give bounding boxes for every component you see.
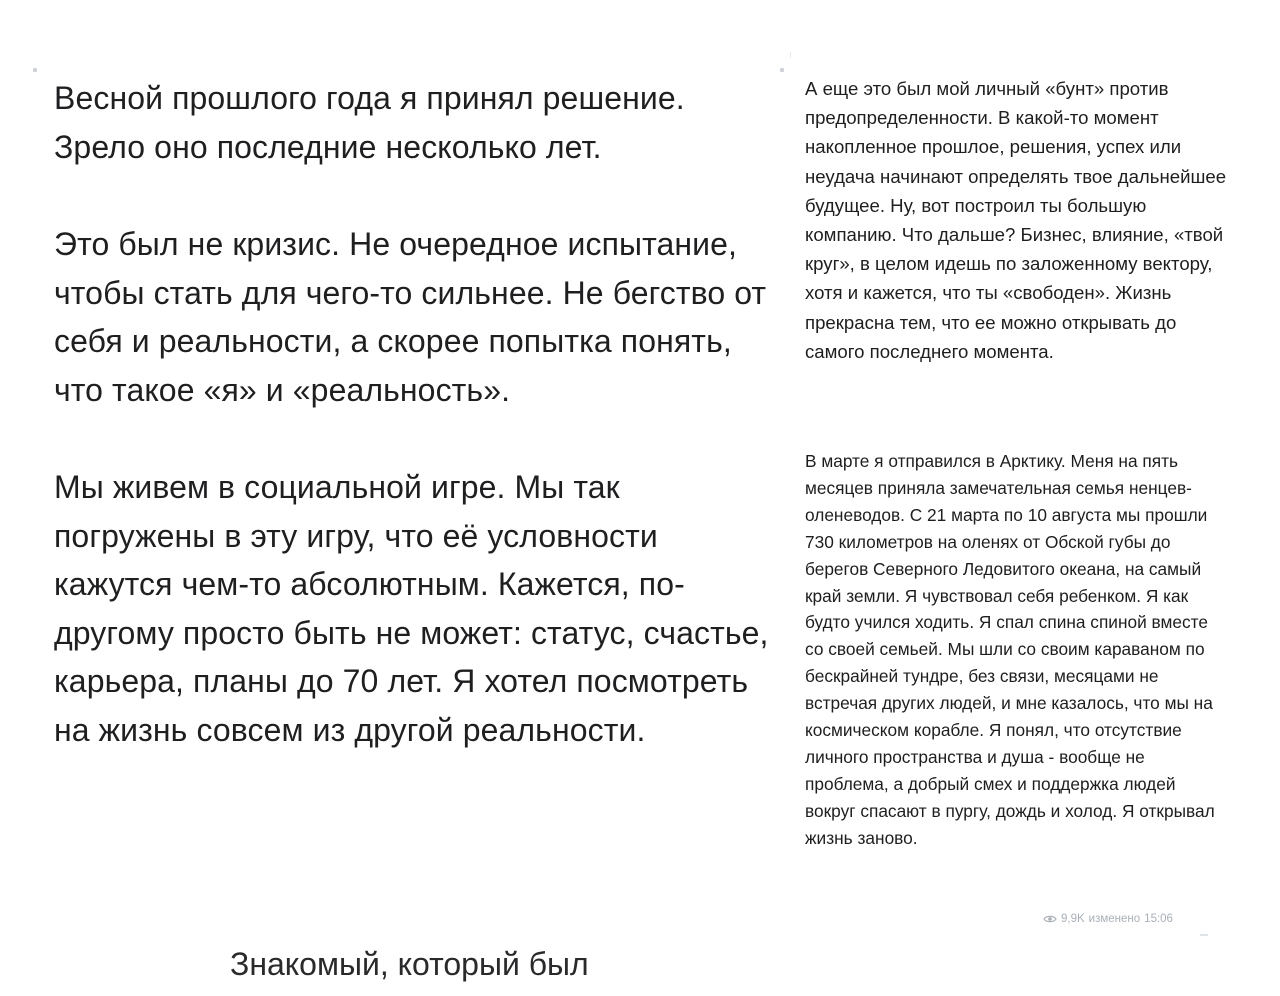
- left-paragraph-1: Весной прошлого года я принял решение. Зрело оно последние несколько лет.: [54, 80, 685, 165]
- panel-bottom-tick: [1200, 934, 1208, 936]
- cut-off-text: Знакомый, который был: [230, 946, 589, 982]
- view-count: 9,9K: [1061, 913, 1085, 925]
- post-meta: [1043, 913, 1173, 925]
- message-post: [790, 58, 1230, 938]
- post-time: 15:06: [1144, 913, 1173, 925]
- post-paragraph-1: А еще это был мой личный «бунт» против предопределенности. В какой-то момент накопленное прошлое, решения, успех или неудача начинают определять твое дальнейшее будущее. Ну, вот построил ты большую компанию. Что дальше? Бизнес, влияние, «твой круг», в целом идешь по заложенному вектору, хотя и кажется, что ты «свободен». Жизнь прекрасна тем, что ее можно открывать до самого последнего момента.: [805, 78, 1227, 362]
- post-paragraph-2: В марте я отправился в Арктику. Меня на пять месяцев приняла замечательная семья ненцев-оленеводов. С 21 марта по 10 августа мы прошли 730 километров на оленях от Обской губы до берегов Северного Ледовитого океана, на самый край земли. Я чувствовал себя ребенком. Я как будто учился ходить. Я спал спина спиной вместе со своей семьей. Мы шли со своим караваном по бескрайней тундре, без связи, месяцами не встречая других людей, и мне казалось, что мы на космическом корабле. Я понял, что отсутствие личного пространства и душа - вообще не проблема, а добрый смех и поддержка людей вокруг спасают в пургу, дождь и холод. Я открывал жизнь заново.: [805, 451, 1215, 848]
- top-left-corner-mark: [33, 68, 37, 72]
- left-text-panel: [54, 74, 774, 754]
- cut-off-text-line: [230, 946, 650, 982]
- eye-icon: [1043, 914, 1057, 924]
- left-paragraph-3: Мы живем в социальной игре. Мы так погружены в эту игру, что её условности кажутся чем-то абсолютным. Кажется, по-другому просто быть не может: статус, счастье, карьера, планы до 70 лет. Я хотел посмотреть на жизнь совсем из другой реальности.: [54, 469, 769, 748]
- right-panel-corner-mark: [780, 68, 784, 72]
- left-paragraph-2: Это был не кризис. Не очередное испытание, чтобы стать для чего-то сильнее. Не бегство от себя и реальности, а скорее попытка понять, что такое «я» и «реальность».: [54, 226, 767, 408]
- edited-label: изменено: [1088, 913, 1141, 925]
